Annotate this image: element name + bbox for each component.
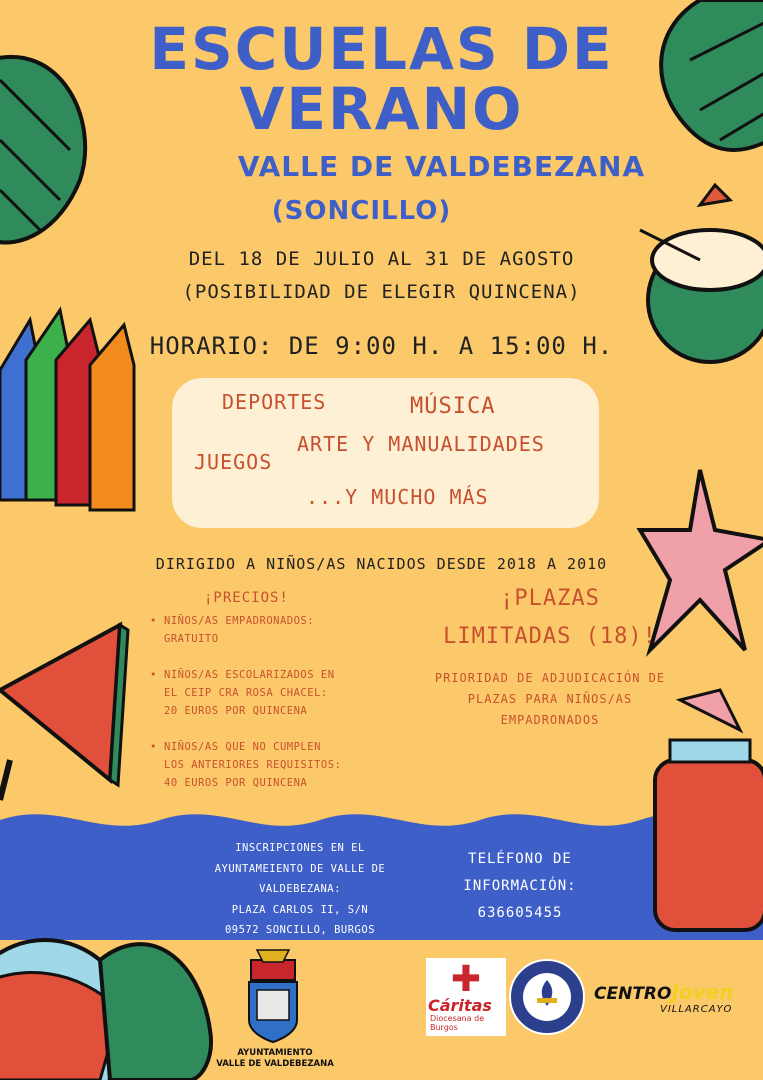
places-line2: LIMITADAS (18)! <box>443 624 657 649</box>
target-audience: DIRIGIDO A NIÑOS/AS NACIDOS DESDE 2018 A 2010 <box>155 555 608 573</box>
priority-text <box>390 668 710 731</box>
activity-musica: MÚSICA <box>410 394 496 419</box>
priority-line3: EMPADRONADOS <box>500 713 600 727</box>
caritas-name: Cáritas <box>428 996 492 1015</box>
villarcayo-word: VILLARCAYO <box>660 1004 733 1015</box>
subtitle: VALLE DE VALDEBEZANA <box>237 150 646 183</box>
priority-line1: PRIORIDAD DE ADJUDICACIÓN DE <box>434 671 666 685</box>
ayto-line1: AYUNTAMIENTO <box>237 1048 313 1058</box>
price-item: • NIÑOS/AS QUE NO CUMPLEN LOS ANTERIORES REQUISITOS: 40 EUROS POR QUINCENA <box>150 738 390 792</box>
registration-line5: 09572 SONCILLO, BURGOS <box>224 924 376 936</box>
schedule: HORARIO: DE 9:00 H. A 15:00 H. <box>149 332 614 360</box>
contact-line1: TELÉFONO DE <box>468 851 572 867</box>
activity-juegos: JUEGOS <box>194 450 273 474</box>
joven-word: Joven <box>671 980 734 1004</box>
registration-info <box>180 838 420 941</box>
caritas-sub1: Diocesana de <box>430 1014 485 1023</box>
title-line2: VERANO <box>239 75 524 143</box>
caritas-logo <box>426 958 506 1036</box>
scout-group-seal <box>508 958 586 1036</box>
dates-line2: (POSIBILIDAD DE ELEGIR QUINCENA) <box>182 281 581 303</box>
registration-line1: INSCRIPCIONES EN EL <box>235 842 365 854</box>
priority-line2: PLAZAS PARA NIÑOS/AS <box>467 692 633 706</box>
activity-mas: ...Y MUCHO MÁS <box>306 485 489 509</box>
ayuntamiento-label <box>215 1048 335 1070</box>
prices-title: ¡PRECIOS! <box>204 590 289 606</box>
caritas-cross-icon: ✚ <box>450 959 482 1000</box>
caritas-sub2: Burgos <box>430 1023 458 1032</box>
activity-deportes: DEPORTES <box>222 390 327 414</box>
dates-line1: DEL 18 DE JULIO AL 31 DE AGOSTO <box>188 248 575 270</box>
centro-joven-logo <box>594 980 734 1004</box>
contact-info <box>440 846 600 927</box>
watermelon-icon <box>0 625 128 800</box>
prices-list <box>150 612 390 810</box>
caritas-sub <box>430 1014 484 1032</box>
places-line1: ¡PLAZAS <box>500 586 600 611</box>
title-line1: ESCUELAS DE <box>149 15 614 83</box>
activity-arte: ARTE Y MANUALIDADES <box>297 432 545 456</box>
contact-line2: INFORMACIÓN: <box>463 878 577 894</box>
centro-word: CENTRO <box>594 984 672 1004</box>
registration-line2: AYUNTAMEIENTO DE VALLE DE <box>214 862 386 875</box>
leaf-bottom-icon <box>100 944 211 1080</box>
location: (SONCILLO) <box>271 196 452 226</box>
price-item: • NIÑOS/AS ESCOLARIZADOS EN EL CEIP CRA ROSA CHACEL: 20 EUROS POR QUINCENA <box>150 666 390 720</box>
ayuntamiento-crest-icon <box>243 940 303 1045</box>
phone-number: 636605455 <box>477 905 563 921</box>
registration-line4: PLAZA CARLOS II, S/N <box>231 903 369 916</box>
ayto-line2: VALLE DE VALDEBEZANA <box>216 1059 334 1069</box>
price-item: • NIÑOS/AS EMPADRONADOS: GRATUITO <box>150 612 390 648</box>
registration-line3: VALDEBEZANA: <box>259 883 341 895</box>
